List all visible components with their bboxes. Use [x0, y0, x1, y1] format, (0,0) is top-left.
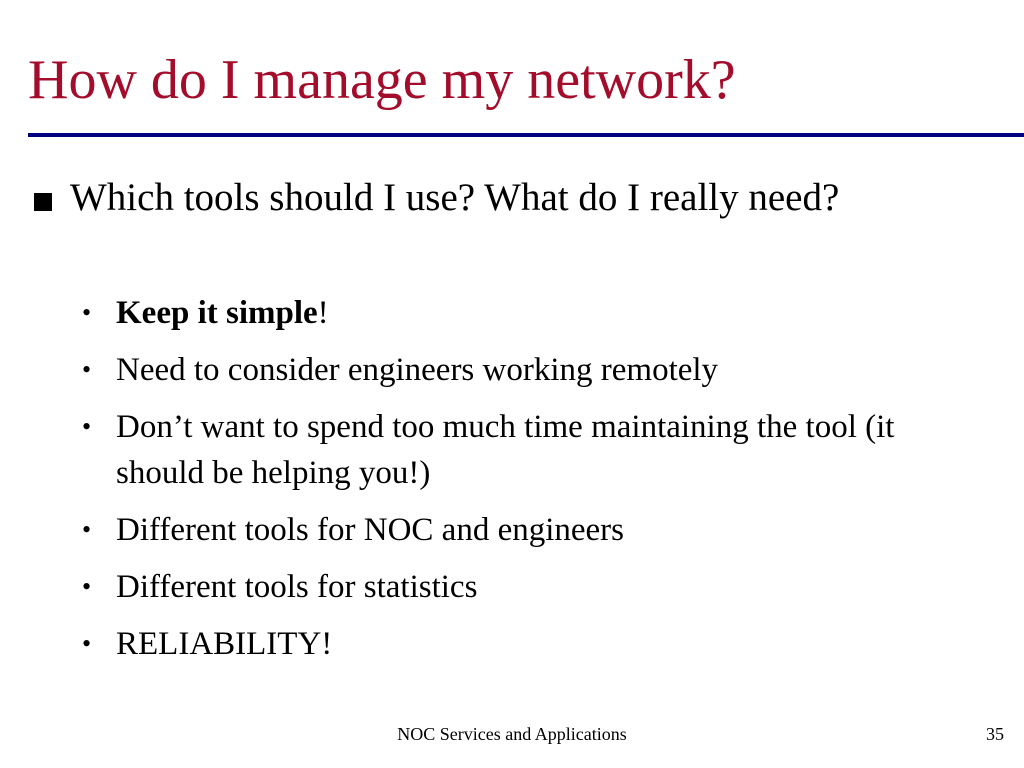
square-bullet-icon	[34, 193, 52, 211]
round-bullet-icon: •	[82, 298, 92, 327]
sub-bullet-list	[82, 290, 962, 667]
sub-bullet-item	[82, 290, 962, 336]
sub-bullet-text: RELIABILITY!	[116, 626, 333, 662]
sub-bullet-item	[82, 347, 962, 393]
slide-number: 35	[986, 724, 1004, 744]
main-bullet	[32, 170, 962, 226]
round-bullet-icon: •	[82, 412, 92, 441]
sub-bullet-item	[82, 564, 962, 610]
title-divider	[28, 133, 1024, 137]
round-bullet-icon: •	[82, 629, 92, 658]
sub-bullet-item	[82, 621, 962, 667]
slide-footer: NOC Services and Applications	[397, 724, 627, 744]
slide-title: How do I manage my network?	[28, 49, 736, 111]
sub-bullet-text: !	[317, 295, 329, 331]
sub-bullet-item	[82, 507, 962, 553]
sub-bullet-item	[82, 404, 962, 496]
round-bullet-icon: •	[82, 355, 92, 384]
sub-bullet-text: Don’t want to spend too much time maintaining the tool (it should be helping you!)	[116, 409, 895, 491]
sub-bullet-bold-text: Keep it simple	[116, 295, 318, 331]
sub-bullet-text: Need to consider engineers working remotely	[116, 352, 719, 388]
round-bullet-icon: •	[82, 515, 92, 544]
main-bullet-text: Which tools should I use? What do I really need?	[70, 176, 840, 219]
round-bullet-icon: •	[82, 572, 92, 601]
sub-bullet-text: Different tools for NOC and engineers	[116, 512, 625, 548]
sub-bullet-text: Different tools for statistics	[116, 569, 478, 605]
